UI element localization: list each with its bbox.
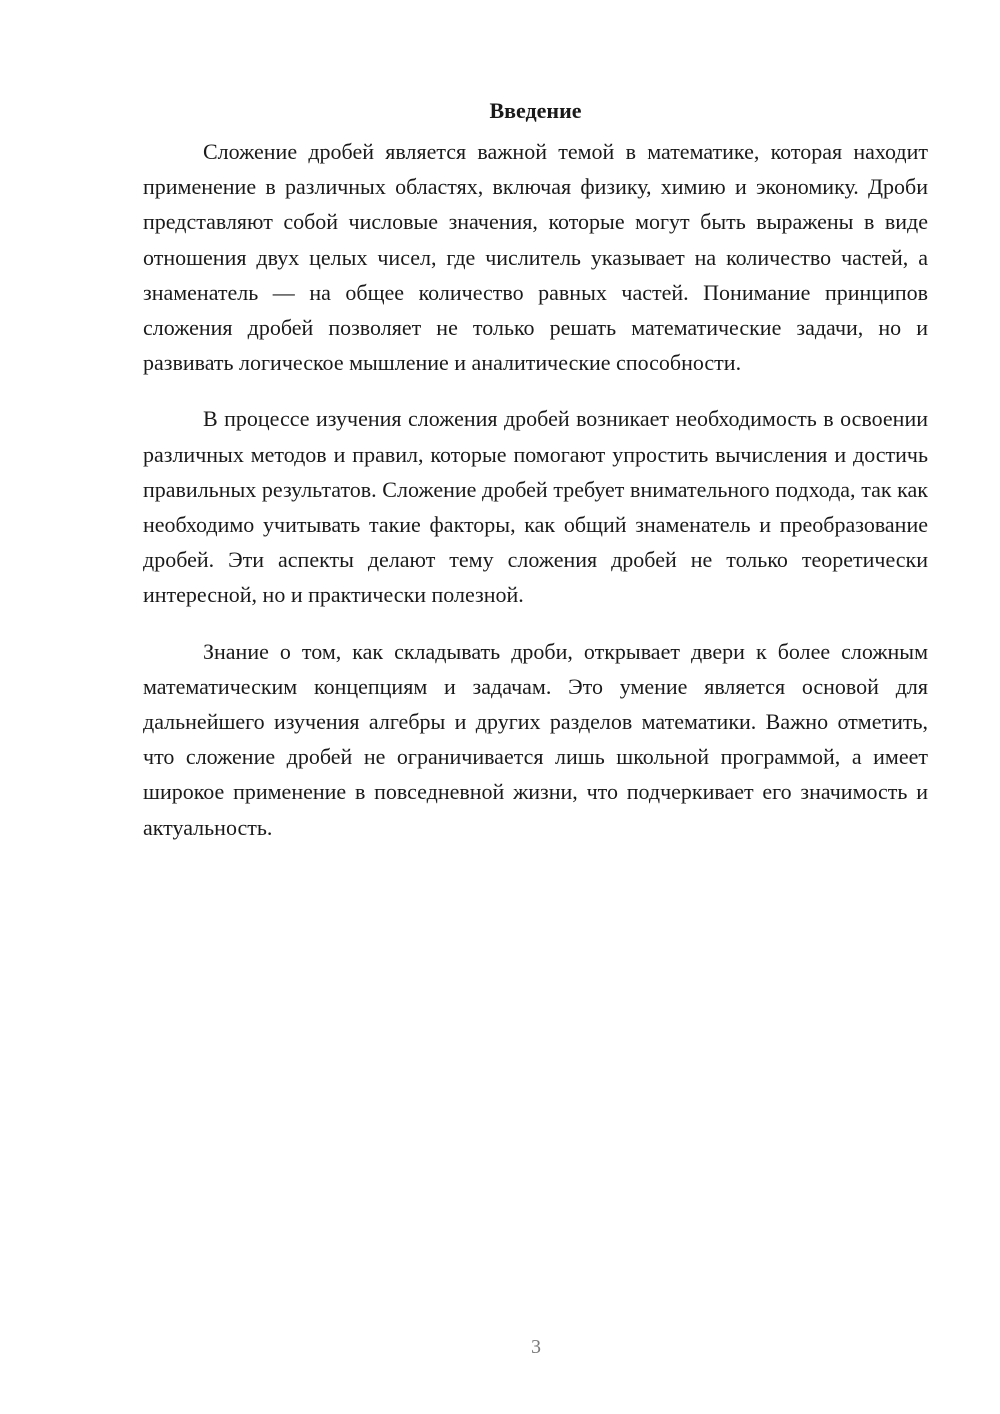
paragraph-2: В процессе изучения сложения дробей возникает необходимость в освоении различных методов и правил, которые помогают упростить вычисления и достичь правильных результатов. Сложение дробей требует внимательного подхода, так как необходимо учитывать такие факторы, как общий знаменатель и преобразование дробей. Эти аспекты делают тему сложения дробей не только теоретически интересной, но и практически полезной.	[143, 406, 928, 608]
paragraph-3: Знание о том, как складывать дроби, открывает двери к более сложным математическим концепциям и задачам. Это умение является основой для дальнейшего изучения алгебры и других разделов математики. Важно отметить, что сложение дробей не ограничивается лишь школьной программой, а имеет широкое применение в повседневной жизни, что подчеркивает его значимость и актуальность.	[143, 638, 928, 840]
page-content	[143, 96, 928, 845]
section-heading: Введение	[489, 98, 582, 123]
paragraph-1: Сложение дробей является важной темой в математике, которая находит применение в различных областях, включая физику, химию и экономику. Дроби представляют собой числовые значения, которые могут быть выражены в виде отношения двух целых чисел, где числитель указывает на количество частей, а знаменатель — на общее количество равных частей. Понимание принципов сложения дробей позволяет не только решать математические задачи, но и развивать логическое мышление и аналитические способности.	[143, 139, 928, 376]
page-number: 3	[531, 1336, 541, 1358]
